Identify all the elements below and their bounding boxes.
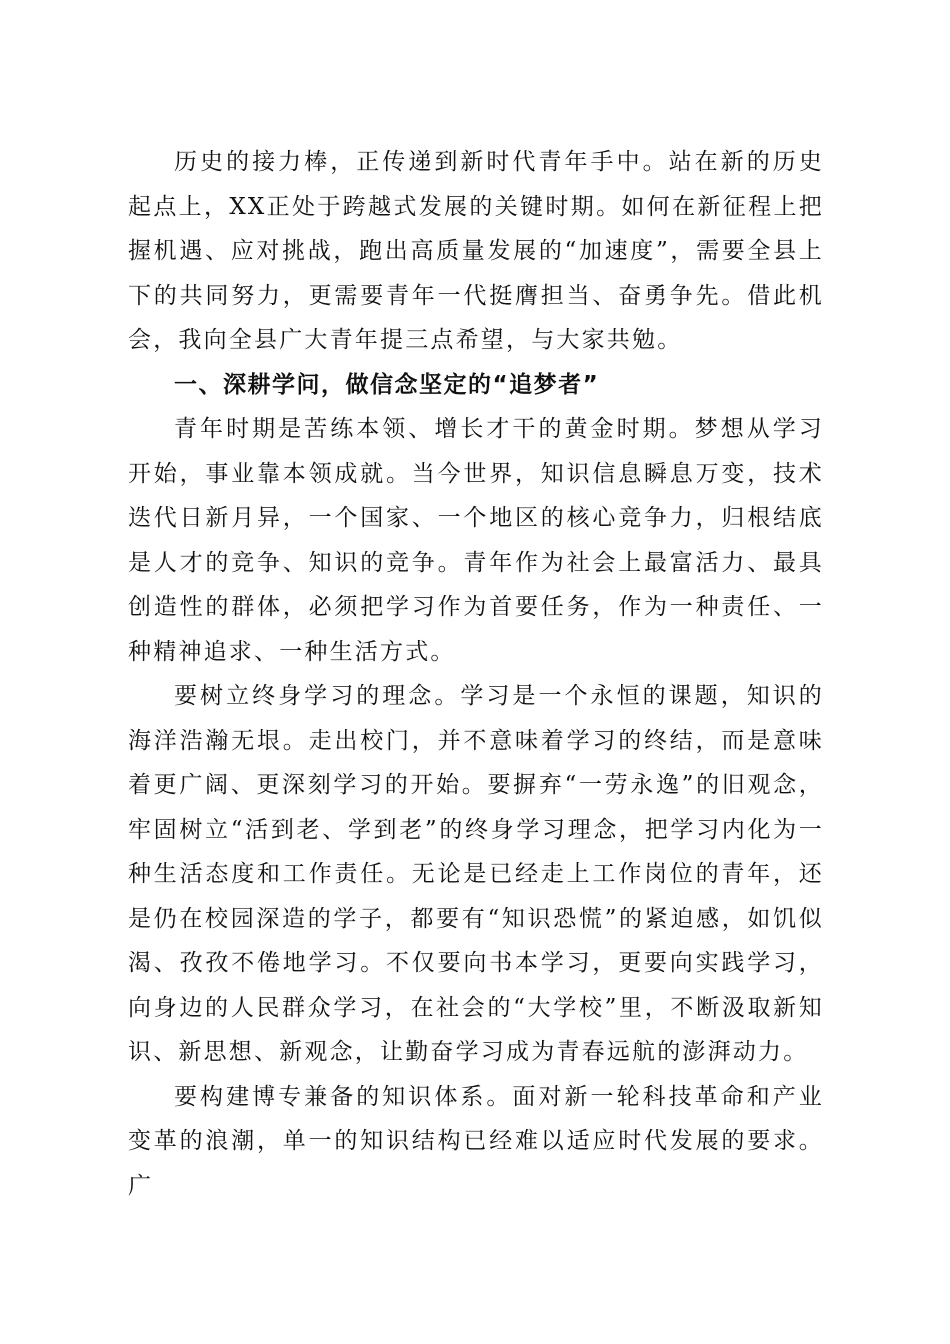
body-paragraph-1: 青年时期是苦练本领、增长才干的黄金时期。梦想从学习开始，事业靠本领成就。当今世界，知识信息瞬息万变，技术迭代日新月异，一个国家、一个地区的核心竞争力，归根结底是人才的竞争、知识的竞争。青年作为社会上最富活力、最具创造性的群体，必须把学习作为首要任务，作为一种责任、一种精神追求、一种生活方式。: [128, 416, 824, 665]
intro-paragraph: 历史的接力棒，正传递到新时代青年手中。站在新的历史起点上，XX正处于跨越式发展的关键时期。如何在新征程上把握机遇、应对挑战，跑出高质量发展的“加速度”，需要全县上下的共同努力，更需要青年一代挺膺担当、奋勇争先。借此机会，我向全县广大青年提三点希望，与大家共勉。: [128, 149, 824, 353]
body-paragraph-2: 要树立终身学习的理念。学习是一个永恒的课题，知识的海洋浩瀚无垠。走出校门，并不意味着学习的终结，而是意味着更广阔、更深刻学习的开始。要摒弃“一劳永逸”的旧观念，牢固树立“活到老、学到老”的终身学习理念，把学习内化为一种生活态度和工作责任。无论是已经走上工作岗位的青年，还是仍在校园深造的学子，都要有“知识恐慌”的紧迫感，如饥似渴、孜孜不倦地学习。不仅要向书本学习，更要向实践学习，向身边的人民群众学习，在社会的“大学校”里，不断汲取新知识、新思想、新观念，让勤奋学习成为青春远航的澎湃动力。: [128, 683, 824, 1065]
document-body: [128, 140, 824, 1208]
section-heading: 一、深耕学问，做信念坚定的“追梦者”: [174, 371, 600, 398]
body-paragraph-3: 要构建博专兼备的知识体系。面对新一轮科技革命和产业变革的浪潮，单一的知识结构已经难以适应时代发展的要求。广: [128, 1083, 824, 1199]
